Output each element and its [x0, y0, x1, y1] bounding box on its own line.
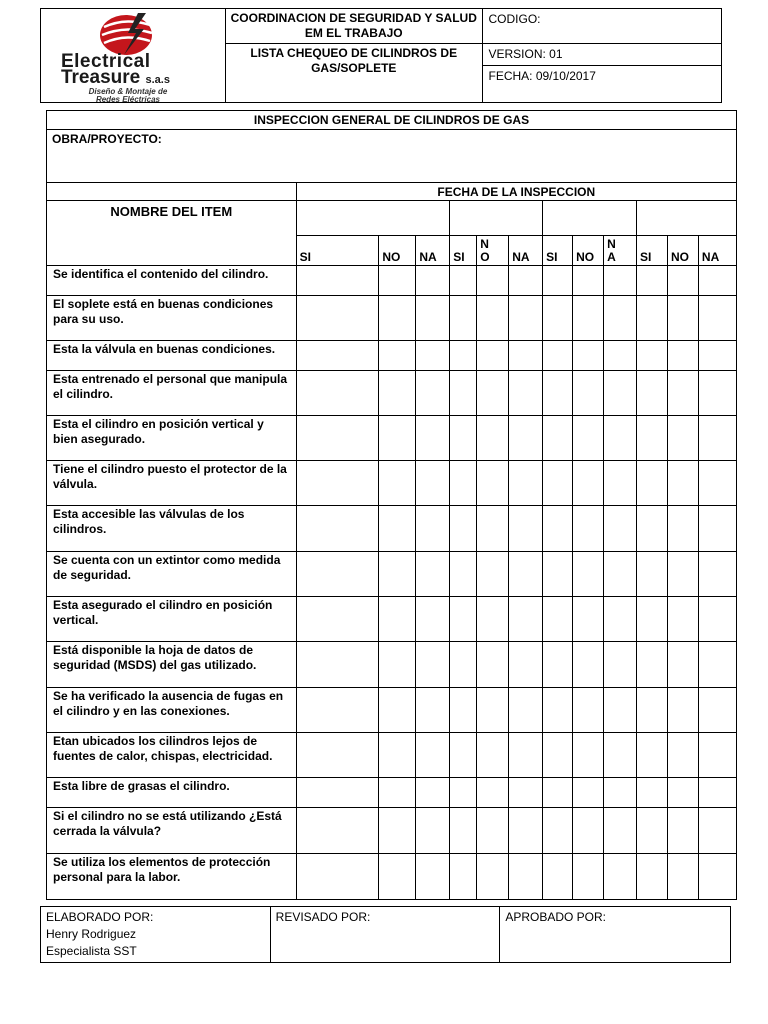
header-subtitle: LISTA CHEQUEO DE CILINDROS DE GAS/SOPLETE [225, 44, 482, 103]
date-slot-3[interactable] [543, 201, 637, 236]
column-header: NO [379, 236, 416, 266]
check-cell[interactable] [296, 416, 379, 461]
check-cell[interactable] [604, 733, 637, 778]
check-cell[interactable] [604, 506, 637, 552]
check-cell[interactable] [698, 266, 736, 296]
table-row [47, 341, 737, 371]
item-label: Se cuenta con un extintor como medida de seguridad. [47, 552, 297, 597]
check-cell[interactable] [667, 266, 698, 296]
check-cell[interactable] [604, 296, 637, 341]
check-cell[interactable] [477, 371, 509, 416]
check-cell[interactable] [604, 371, 637, 416]
check-cell[interactable] [543, 733, 573, 778]
check-cell[interactable] [543, 688, 573, 733]
item-label: Se identifica el contenido del cilindro. [47, 266, 297, 296]
check-cell[interactable] [543, 296, 573, 341]
check-cell[interactable] [637, 778, 668, 808]
table-row [47, 854, 737, 900]
table-row [47, 597, 737, 642]
column-header: NA [698, 236, 736, 266]
item-label: Esta accesible las válvulas de los cilindros. [47, 506, 297, 552]
check-cell[interactable] [667, 552, 698, 597]
check-cell[interactable] [416, 296, 450, 341]
column-header: NA [416, 236, 450, 266]
check-cell[interactable] [416, 778, 450, 808]
check-cell[interactable] [573, 642, 604, 688]
check-cell[interactable] [450, 642, 477, 688]
check-cell[interactable] [543, 854, 573, 900]
check-cell[interactable] [573, 341, 604, 371]
column-header: SI [543, 236, 573, 266]
signature-footer [40, 906, 731, 963]
check-cell[interactable] [477, 808, 509, 854]
table-row [47, 733, 737, 778]
table-row [47, 371, 737, 416]
check-cell[interactable] [637, 506, 668, 552]
document-header [40, 8, 722, 103]
column-header: N A [604, 236, 637, 266]
check-cell[interactable] [604, 808, 637, 854]
check-cell[interactable] [509, 552, 543, 597]
check-cell[interactable] [450, 341, 477, 371]
check-cell[interactable] [637, 642, 668, 688]
check-cell[interactable] [416, 506, 450, 552]
check-cell[interactable] [573, 688, 604, 733]
check-cell[interactable] [604, 416, 637, 461]
check-cell[interactable] [509, 808, 543, 854]
check-cell[interactable] [698, 808, 736, 854]
column-header: NO [667, 236, 698, 266]
date-slot-4[interactable] [637, 201, 737, 236]
check-cell[interactable] [296, 642, 379, 688]
check-cell[interactable] [698, 296, 736, 341]
elaborado-cell [41, 907, 271, 963]
check-cell[interactable] [296, 552, 379, 597]
check-cell[interactable] [604, 461, 637, 506]
check-cell[interactable] [379, 371, 416, 416]
check-cell[interactable] [698, 854, 736, 900]
check-cell[interactable] [667, 461, 698, 506]
check-cell[interactable] [477, 688, 509, 733]
check-cell[interactable] [667, 371, 698, 416]
check-cell[interactable] [573, 778, 604, 808]
check-cell[interactable] [296, 296, 379, 341]
check-cell[interactable] [637, 808, 668, 854]
check-cell[interactable] [296, 506, 379, 552]
check-cell[interactable] [416, 688, 450, 733]
version-field: VERSION: 01 [482, 44, 722, 66]
check-cell[interactable] [296, 808, 379, 854]
date-slot-2[interactable] [450, 201, 543, 236]
table-row [47, 416, 737, 461]
item-label: El soplete está en buenas condiciones para su uso. [47, 296, 297, 341]
check-cell[interactable] [509, 371, 543, 416]
check-cell[interactable] [604, 597, 637, 642]
check-cell[interactable] [450, 854, 477, 900]
logo-cell [41, 9, 226, 103]
check-cell[interactable] [509, 416, 543, 461]
company-name-line2: Treasure s.a.s [60, 67, 170, 88]
check-cell[interactable] [416, 341, 450, 371]
check-cell[interactable] [450, 552, 477, 597]
check-cell[interactable] [509, 733, 543, 778]
check-cell[interactable] [509, 296, 543, 341]
header-title: COORDINACION DE SEGURIDAD Y SALUD EM EL TRABAJO [225, 9, 482, 44]
check-cell[interactable] [450, 296, 477, 341]
check-cell[interactable] [604, 266, 637, 296]
check-cell[interactable] [573, 808, 604, 854]
check-cell[interactable] [296, 266, 379, 296]
check-cell[interactable] [604, 854, 637, 900]
check-cell[interactable] [296, 733, 379, 778]
check-cell[interactable] [698, 642, 736, 688]
check-cell[interactable] [379, 266, 416, 296]
check-cell[interactable] [379, 296, 416, 341]
codigo-field: CODIGO: [482, 9, 722, 44]
check-cell[interactable] [477, 778, 509, 808]
check-cell[interactable] [543, 461, 573, 506]
check-cell[interactable] [509, 642, 543, 688]
check-cell[interactable] [379, 461, 416, 506]
item-label: Esta la válvula en buenas condiciones. [47, 341, 297, 371]
check-cell[interactable] [573, 854, 604, 900]
check-cell[interactable] [379, 778, 416, 808]
table-row [47, 642, 737, 688]
check-cell[interactable] [379, 688, 416, 733]
check-cell[interactable] [416, 642, 450, 688]
check-cell[interactable] [379, 854, 416, 900]
blank-cell [47, 183, 297, 201]
check-cell[interactable] [477, 416, 509, 461]
check-cell[interactable] [416, 416, 450, 461]
check-cell[interactable] [637, 552, 668, 597]
check-cell[interactable] [667, 808, 698, 854]
check-cell[interactable] [698, 688, 736, 733]
column-header: N O [477, 236, 509, 266]
check-cell[interactable] [604, 552, 637, 597]
check-cell[interactable] [379, 552, 416, 597]
check-cell[interactable] [698, 778, 736, 808]
check-cell[interactable] [379, 597, 416, 642]
check-cell[interactable] [698, 371, 736, 416]
check-cell[interactable] [543, 416, 573, 461]
check-cell[interactable] [573, 552, 604, 597]
company-tagline: Diseño & Montaje de Redes Eléctricas [88, 87, 168, 104]
check-cell[interactable] [450, 416, 477, 461]
check-cell[interactable] [637, 416, 668, 461]
check-cell[interactable] [296, 778, 379, 808]
item-label: Tiene el cilindro puesto el protector de la válvula. [47, 461, 297, 506]
check-cell[interactable] [543, 552, 573, 597]
check-cell[interactable] [450, 778, 477, 808]
revisado-cell [270, 907, 500, 963]
check-cell[interactable] [573, 296, 604, 341]
fecha-field: FECHA: 09/10/2017 [482, 66, 722, 103]
check-cell[interactable] [698, 733, 736, 778]
table-row [47, 266, 737, 296]
check-cell[interactable] [543, 341, 573, 371]
check-cell[interactable] [543, 371, 573, 416]
check-cell[interactable] [667, 688, 698, 733]
inspection-table [46, 110, 737, 900]
table-row [47, 552, 737, 597]
table-row [47, 778, 737, 808]
check-cell[interactable] [416, 371, 450, 416]
elaborado-label: ELABORADO POR: [46, 910, 154, 924]
check-cell[interactable] [637, 854, 668, 900]
check-cell[interactable] [450, 733, 477, 778]
check-cell[interactable] [543, 266, 573, 296]
check-cell[interactable] [450, 266, 477, 296]
item-label: Etan ubicados los cilindros lejos de fuentes de calor, chispas, electricidad. [47, 733, 297, 778]
check-cell[interactable] [509, 341, 543, 371]
check-cell[interactable] [604, 778, 637, 808]
check-cell[interactable] [604, 642, 637, 688]
table-row [47, 506, 737, 552]
check-cell[interactable] [637, 688, 668, 733]
check-cell[interactable] [296, 854, 379, 900]
check-cell[interactable] [379, 642, 416, 688]
table-row [47, 296, 737, 341]
table-row [47, 688, 737, 733]
column-header: NA [509, 236, 543, 266]
check-cell[interactable] [573, 733, 604, 778]
check-cell[interactable] [698, 416, 736, 461]
check-cell[interactable] [573, 506, 604, 552]
check-cell[interactable] [477, 597, 509, 642]
check-cell[interactable] [509, 854, 543, 900]
revisado-label: REVISADO POR: [275, 910, 371, 924]
check-cell[interactable] [637, 461, 668, 506]
check-cell[interactable] [667, 506, 698, 552]
check-cell[interactable] [416, 854, 450, 900]
check-cell[interactable] [296, 597, 379, 642]
check-cell[interactable] [543, 642, 573, 688]
check-cell[interactable] [296, 371, 379, 416]
check-cell[interactable] [667, 416, 698, 461]
check-cell[interactable] [698, 461, 736, 506]
check-cell[interactable] [416, 808, 450, 854]
check-cell[interactable] [509, 506, 543, 552]
table-row [47, 808, 737, 854]
obra-proyecto-field[interactable]: OBRA/PROYECTO: [47, 130, 737, 183]
check-cell[interactable] [450, 371, 477, 416]
check-cell[interactable] [296, 688, 379, 733]
check-cell[interactable] [543, 597, 573, 642]
check-cell[interactable] [667, 778, 698, 808]
check-cell[interactable] [698, 341, 736, 371]
check-cell[interactable] [543, 506, 573, 552]
check-cell[interactable] [450, 461, 477, 506]
check-cell[interactable] [604, 688, 637, 733]
check-cell[interactable] [477, 506, 509, 552]
check-cell[interactable] [450, 808, 477, 854]
check-cell[interactable] [450, 688, 477, 733]
check-cell[interactable] [296, 341, 379, 371]
item-label: Esta el cilindro en posición vertical y bien asegurado. [47, 416, 297, 461]
check-cell[interactable] [379, 733, 416, 778]
item-label: Se ha verificado la ausencia de fugas en el cilindro y en las conexiones. [47, 688, 297, 733]
item-label: Esta libre de grasas el cilindro. [47, 778, 297, 808]
check-cell[interactable] [543, 808, 573, 854]
check-cell[interactable] [573, 266, 604, 296]
check-cell[interactable] [667, 341, 698, 371]
check-cell[interactable] [637, 266, 668, 296]
check-cell[interactable] [296, 461, 379, 506]
aprobado-cell [500, 907, 731, 963]
check-cell[interactable] [667, 597, 698, 642]
check-cell[interactable] [573, 371, 604, 416]
check-cell[interactable] [509, 688, 543, 733]
check-cell[interactable] [637, 733, 668, 778]
aprobado-label: APROBADO POR: [505, 910, 606, 924]
column-header: SI [450, 236, 477, 266]
check-cell[interactable] [379, 808, 416, 854]
column-header: SI [296, 236, 379, 266]
check-cell[interactable] [477, 552, 509, 597]
check-cell[interactable] [637, 371, 668, 416]
check-cell[interactable] [698, 506, 736, 552]
elaborado-name: Henry Rodriguez [46, 927, 137, 941]
check-cell[interactable] [379, 506, 416, 552]
check-cell[interactable] [477, 461, 509, 506]
check-cell[interactable] [416, 597, 450, 642]
check-cell[interactable] [637, 341, 668, 371]
item-label: Se utiliza los elementos de protección personal para la labor. [47, 854, 297, 900]
check-cell[interactable] [477, 642, 509, 688]
item-label: Esta entrenado el personal que manipula el cilindro. [47, 371, 297, 416]
check-cell[interactable] [637, 296, 668, 341]
check-cell[interactable] [667, 642, 698, 688]
check-cell[interactable] [416, 552, 450, 597]
check-cell[interactable] [450, 506, 477, 552]
check-cell[interactable] [477, 341, 509, 371]
check-cell[interactable] [698, 597, 736, 642]
table-row [47, 461, 737, 506]
check-cell[interactable] [509, 778, 543, 808]
check-cell[interactable] [450, 597, 477, 642]
nombre-item-header: NOMBRE DEL ITEM [47, 201, 297, 266]
check-cell[interactable] [509, 597, 543, 642]
date-slot-1[interactable] [296, 201, 450, 236]
item-label: Esta asegurado el cilindro en posición vertical. [47, 597, 297, 642]
company-logo [43, 9, 223, 104]
check-cell[interactable] [573, 416, 604, 461]
check-cell[interactable] [604, 341, 637, 371]
check-cell[interactable] [477, 266, 509, 296]
check-cell[interactable] [416, 266, 450, 296]
fecha-inspeccion-header: FECHA DE LA INSPECCION [296, 183, 736, 201]
check-cell[interactable] [477, 854, 509, 900]
check-cell[interactable] [573, 461, 604, 506]
check-cell[interactable] [379, 341, 416, 371]
column-header: NO [573, 236, 604, 266]
check-cell[interactable] [573, 597, 604, 642]
check-cell[interactable] [509, 266, 543, 296]
check-cell[interactable] [667, 296, 698, 341]
item-label: Está disponible la hoja de datos de seguridad (MSDS) del gas utilizado. [47, 642, 297, 688]
check-cell[interactable] [509, 461, 543, 506]
column-header: SI [637, 236, 668, 266]
form-title: INSPECCION GENERAL DE CILINDROS DE GAS [47, 111, 737, 130]
check-cell[interactable] [477, 733, 509, 778]
elaborado-role: Especialista SST [46, 944, 137, 958]
check-cell[interactable] [379, 416, 416, 461]
check-cell[interactable] [416, 461, 450, 506]
check-cell[interactable] [667, 733, 698, 778]
item-label: Si el cilindro no se está utilizando ¿Está cerrada la válvula? [47, 808, 297, 854]
check-cell[interactable] [416, 733, 450, 778]
company-name-line1: Electrical [60, 51, 151, 72]
check-cell[interactable] [543, 778, 573, 808]
check-cell[interactable] [667, 854, 698, 900]
check-cell[interactable] [698, 552, 736, 597]
check-cell[interactable] [637, 597, 668, 642]
check-cell[interactable] [477, 296, 509, 341]
